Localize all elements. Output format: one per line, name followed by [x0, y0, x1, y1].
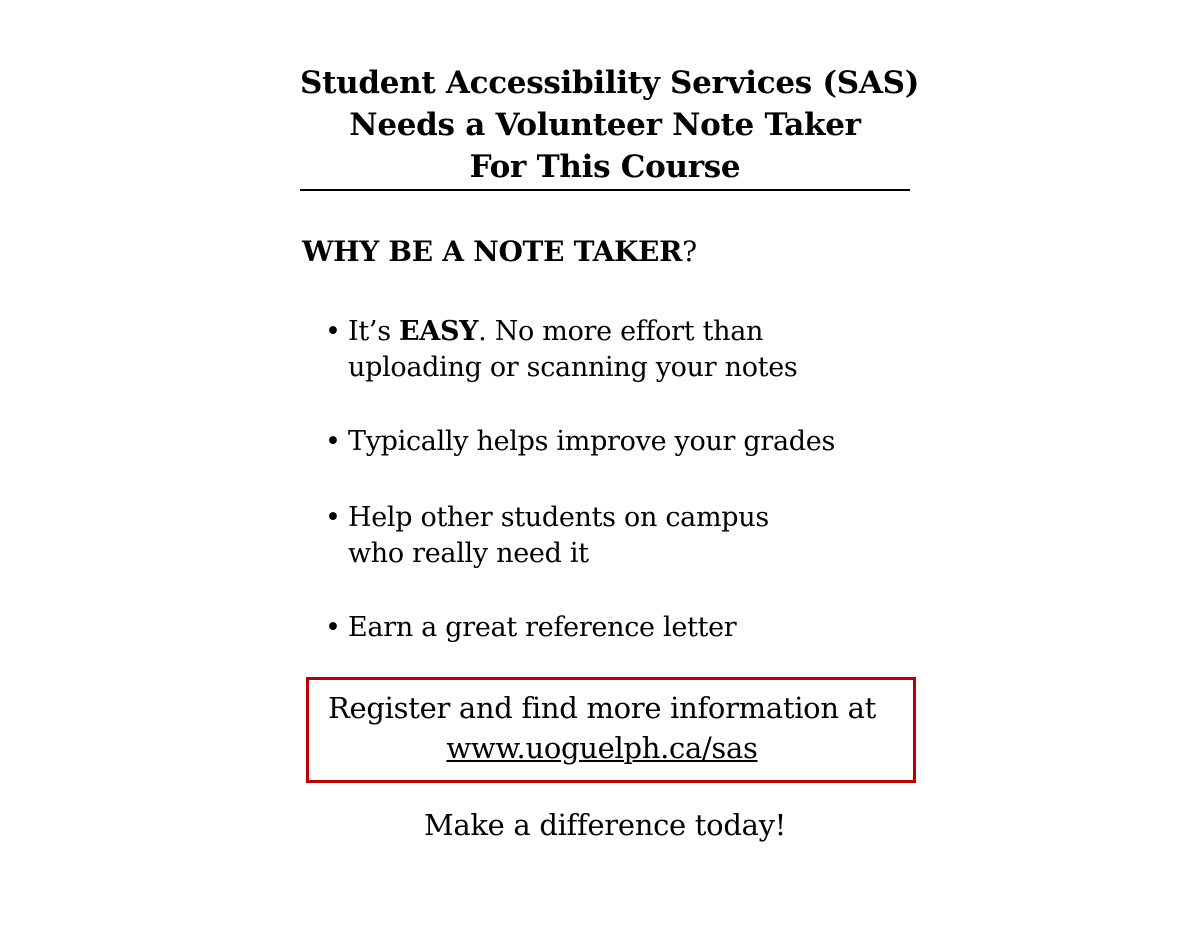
- bullet-icon: •: [325, 316, 341, 347]
- bullet-text: Typically helps improve your grades: [348, 426, 836, 457]
- section-heading-suffix: ?: [682, 235, 697, 268]
- bullet-icon: •: [325, 426, 341, 457]
- title-line-3: For This Course: [469, 149, 741, 185]
- register-text: Register and find more information at: [328, 691, 876, 725]
- title-line-2: Needs a Volunteer Note Taker: [349, 107, 861, 143]
- list-item: [325, 500, 885, 572]
- bullet-rest: . No more effort than uploading or scanning your notes: [348, 316, 798, 383]
- bullet-text: Help other students on campus who really need it: [348, 502, 769, 569]
- list-item: [325, 424, 885, 460]
- page-title: [300, 62, 920, 188]
- title-divider: [300, 189, 910, 191]
- title-line-1: Student Accessibility Services (SAS): [300, 65, 920, 101]
- bullet-prefix: It’s: [348, 316, 400, 347]
- bullet-icon: •: [325, 612, 341, 643]
- section-heading-text: WHY BE A NOTE TAKER: [302, 235, 683, 268]
- register-callout: [306, 677, 916, 783]
- sas-website-link[interactable]: www.uoguelph.ca/sas: [446, 731, 758, 765]
- bullet-emphasis: EASY: [399, 316, 479, 347]
- list-item: [325, 610, 885, 646]
- bullet-text: Earn a great reference letter: [348, 612, 737, 643]
- bullet-text: [348, 314, 885, 386]
- section-heading: [302, 234, 697, 270]
- list-item: [325, 314, 885, 386]
- closing-message: Make a difference today!: [423, 808, 787, 842]
- bullet-icon: •: [325, 502, 341, 533]
